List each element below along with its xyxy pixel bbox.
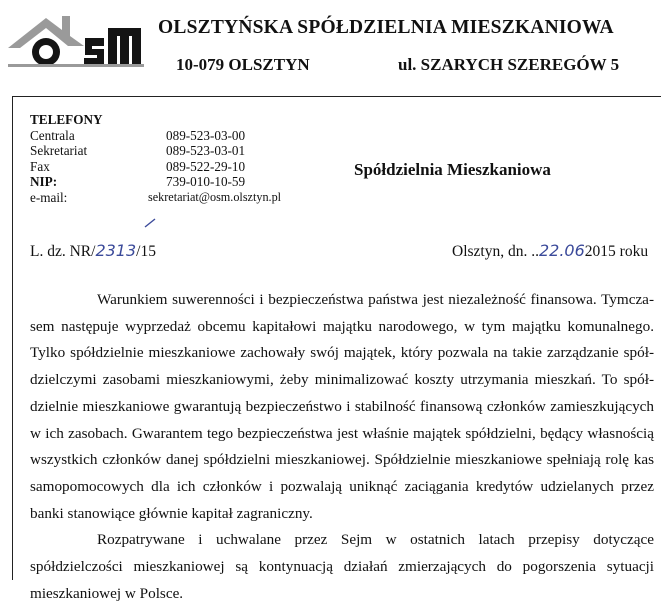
recipient-name: Spółdzielnia Mieszkaniowa <box>354 160 551 179</box>
contact-row <box>30 128 281 144</box>
contact-value: 089-523-03-00 <box>166 127 246 143</box>
handwritten-date: 22.06 <box>538 241 585 260</box>
contact-value: 089-523-03-01 <box>166 143 246 159</box>
contact-block <box>30 112 281 206</box>
contact-label: NIP: <box>30 174 58 190</box>
contact-row <box>30 174 281 190</box>
contact-value: 089-522-29-10 <box>166 158 246 174</box>
logo-letter-s <box>84 38 104 66</box>
reference-prefix: L. dz. NR/ <box>30 243 96 260</box>
contact-label: e-mail: <box>30 189 68 205</box>
letter-date <box>452 241 648 261</box>
margin-rule <box>12 96 13 580</box>
contact-label: Fax <box>30 158 50 174</box>
contact-heading: TELEFONY <box>30 112 103 127</box>
body-paragraph: Rozpatrywane i uchwalane przez Sejm w ostatnich latach przepisy dotyczące spółdzielczości mieszkaniowej są kontynuacją działań zmierzających do pogorszenia sytuacji mieszkaniowej w Polsce. <box>30 531 654 602</box>
handwritten-tick-mark <box>144 218 156 228</box>
street-address: ul. SZARYCH SZEREGÓW 5 <box>398 55 620 74</box>
email-link[interactable]: sekretariat@osm.olsztyn.pl <box>148 189 282 204</box>
header-divider <box>12 96 661 97</box>
contact-value: 739-010-10-59 <box>166 174 246 190</box>
date-prefix: Olsztyn, dn. .. <box>452 243 539 260</box>
contact-label: Centrala <box>30 127 75 143</box>
organization-name: OLSZTYŃSKA SPÓŁDZIELNIA MIESZKANIOWA <box>158 17 614 38</box>
reference-suffix: /15 <box>136 243 156 260</box>
reference-number <box>30 241 156 261</box>
osm-logo <box>2 8 150 70</box>
body-paragraph: Warunkiem suwerenności i bezpieczeństwa państwa jest niezależność finansowa. Tymczasem następuje wyprzedaż obcemu kapitałowi majątku narodowego, w tym majątku komunalnego. Tylko spółdzielnie mieszkaniowe zachowały swój majątek, który pozwala na takie zarządzanie spółdzielczymi zasobami mieszkaniowymi, żeby minimalizować koszty utrzymania mieszkań. To spółdzielnie mieszkaniowe gwarantują bezpieczeństwo i stabilność finansową członków zamieszkujących w ich zasobach. Gwarantem tego bezpieczeństwa jest właśnie majątek spółdzielni, będący własnością wszystkich członków danej spółdzielni mieszkaniowej. Spółdzielnie mieszkaniowe spełniają rolę kas samopomocowych dla ich członków i pozwalają uniknąć zaciągania kredytów udzielanych przez banki stanowiące głównie kapitał zagraniczny. <box>30 291 654 522</box>
postal-city: 10-079 OLSZTYN <box>176 55 310 74</box>
contact-row <box>30 143 281 159</box>
letter-body <box>30 287 654 607</box>
date-suffix: 2015 roku <box>584 243 649 260</box>
contact-row <box>30 159 281 175</box>
contact-row <box>30 190 281 206</box>
contact-label: Sekretariat <box>30 143 88 159</box>
logo-letter-m <box>108 28 141 66</box>
handwritten-reference: 2313 <box>95 241 137 260</box>
